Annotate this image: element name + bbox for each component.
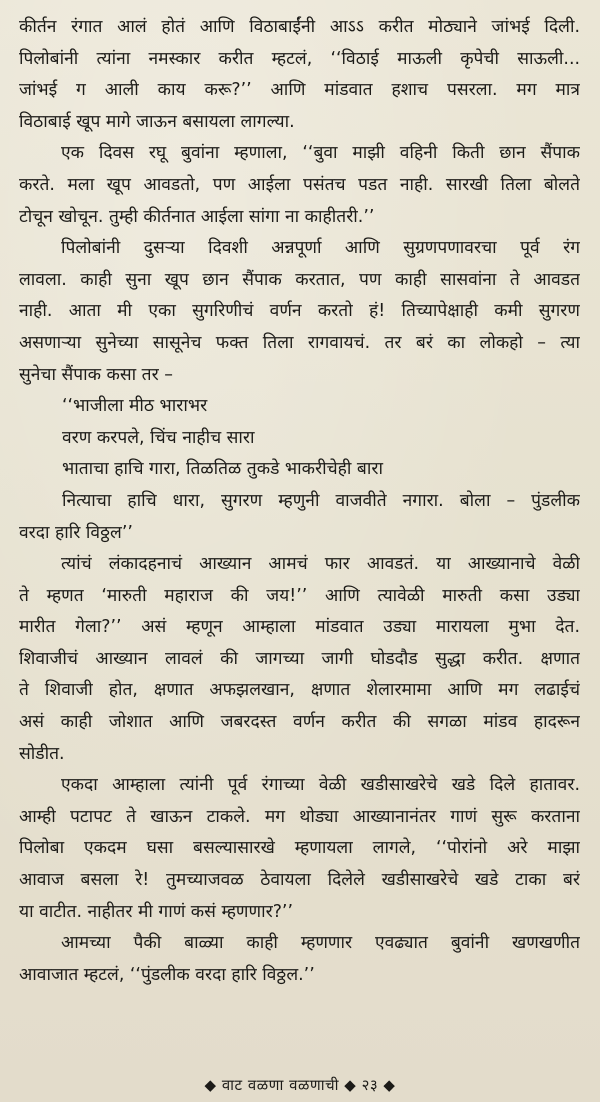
page-footer: ◆ वाट वळणा वळणाची ◆ २३ ◆ [204, 1076, 396, 1094]
text-line: ‘‘भाजीला मीठ भाराभर [62, 396, 208, 417]
text-line: आवाज बसला रे! तुमच्याजवळ ठेवायला दिलेले खडीसाखरेचे खडे टाका बरं [19, 870, 580, 891]
text-line: पिलोबांनी दुसऱ्या दिवशी अन्नपूर्णा आणि सुग्रणपणावरचा पूर्व रंग [61, 238, 580, 259]
text-line: वरदा हारि विठ्ठल’’ [19, 522, 133, 543]
text-line: मारीत गेला?’’ असं म्हणून आम्हाला मांडवात उड्या मारायला मुभा देत. [19, 617, 580, 638]
text-line: एकदा आम्हाला त्यांनी पूर्व रंगाच्या वेळी खडीसाखरेचे खडे दिले हातावर. [61, 775, 580, 796]
text-line: करते. मला खूप आवडतो, पण आईला पसंतच पडत नाही. सारखी तिला बोलते [19, 174, 580, 195]
text-line: त्यांचं लंकादहनाचं आख्यान आमचं फार आवडतं. या आख्यानाचे वेळी [61, 554, 580, 575]
text-line: ते शिवाजी होत, क्षणात अफझलखान, क्षणात शेलारमामा आणि मग लढाईचं [19, 680, 580, 701]
text-line: लावला. काही सुना खूप छान सैंपाक करतात, पण काही सासवांना ते आवडत [19, 269, 580, 290]
text-line: टोचून खोचून. तुम्ही कीर्तनात आईला सांगा ना काहीतरी.’’ [19, 206, 375, 227]
text-line: भाताचा हाचि गारा, तिळतिळ तुकडे भाकरीचेही बारा [62, 459, 383, 480]
text-line: सुनेचा सैंपाक कसा तर – [19, 364, 173, 385]
text-line: नित्याचा हाचि धारा, सुगरण म्हणुनी वाजवीते नगारा. बोला – पुंडलीक [62, 490, 580, 511]
text-line: आमच्या पैकी बाळ्या काही म्हणणार एवढ्यात बुवांनी खणखणीत [61, 933, 580, 954]
text-line: विठाबाई खूप मागे जाऊन बसायला लागल्या. [19, 111, 295, 132]
text-line: आवाजात म्हटलं, ‘‘पुंडलीक वरदा हारि विठ्ठल.’’ [19, 964, 315, 985]
text-line: एक दिवस रघू बुवांना म्हणाला, ‘‘बुवा माझी वहिनी किती छान सैंपाक [61, 143, 580, 164]
text-line: या वाटीत. नाहीतर मी गाणं कसं म्हणणार?’’ [19, 901, 293, 922]
text-line: ते म्हणत ‘मारुती महाराज की जय!’’ आणि त्यावेळी मारुती कसा उड्या [19, 585, 580, 606]
text-line: जांभई ग आली काय करू?’’ आणि मांडवात हशाच पसरला. मग मात्र [19, 80, 580, 101]
text-line: आम्ही पटापट ते खाऊन टाकले. मग थोड्या आख्यानानंतर गाणं सुरू करताना [19, 806, 580, 827]
text-line: वरण करपले, चिंच नाहीच सारा [62, 427, 255, 448]
text-line: शिवाजीचं आख्यान लावलं की जागच्या जागी घोडदौड सुद्धा करीत. क्षणात [19, 648, 580, 669]
text-line: पिलोबांनी त्यांना नमस्कार करीत म्हटलं, ‘‘विठाई माऊली कृपेची साऊली... [19, 48, 580, 69]
text-line: असणाऱ्या सुनेच्या सासूनेच फक्त तिला रागवायचं. तर बरं का लोकहो – त्या [19, 332, 580, 353]
text-line: असं काही जोशात आणि जबरदस्त वर्णन करीत की सगळा मांडव हादरून [19, 712, 580, 733]
text-line: पिलोबा एकदम घसा बसल्यासारखे म्हणायला लागले, ‘‘पोरांनो अरे माझा [19, 838, 580, 859]
text-line: नाही. आता मी एका सुगरिणीचं वर्णन करतो हं! तिच्यापेक्षाही कमी सुगरण [19, 301, 580, 322]
text-line: कीर्तन रंगात आलं होतं आणि विठाबाईंनी आऽऽ करीत मोठ्याने जांभई दिली. [19, 17, 580, 37]
text-line: सोडीत. [19, 743, 65, 764]
page-text [19, 12, 580, 991]
